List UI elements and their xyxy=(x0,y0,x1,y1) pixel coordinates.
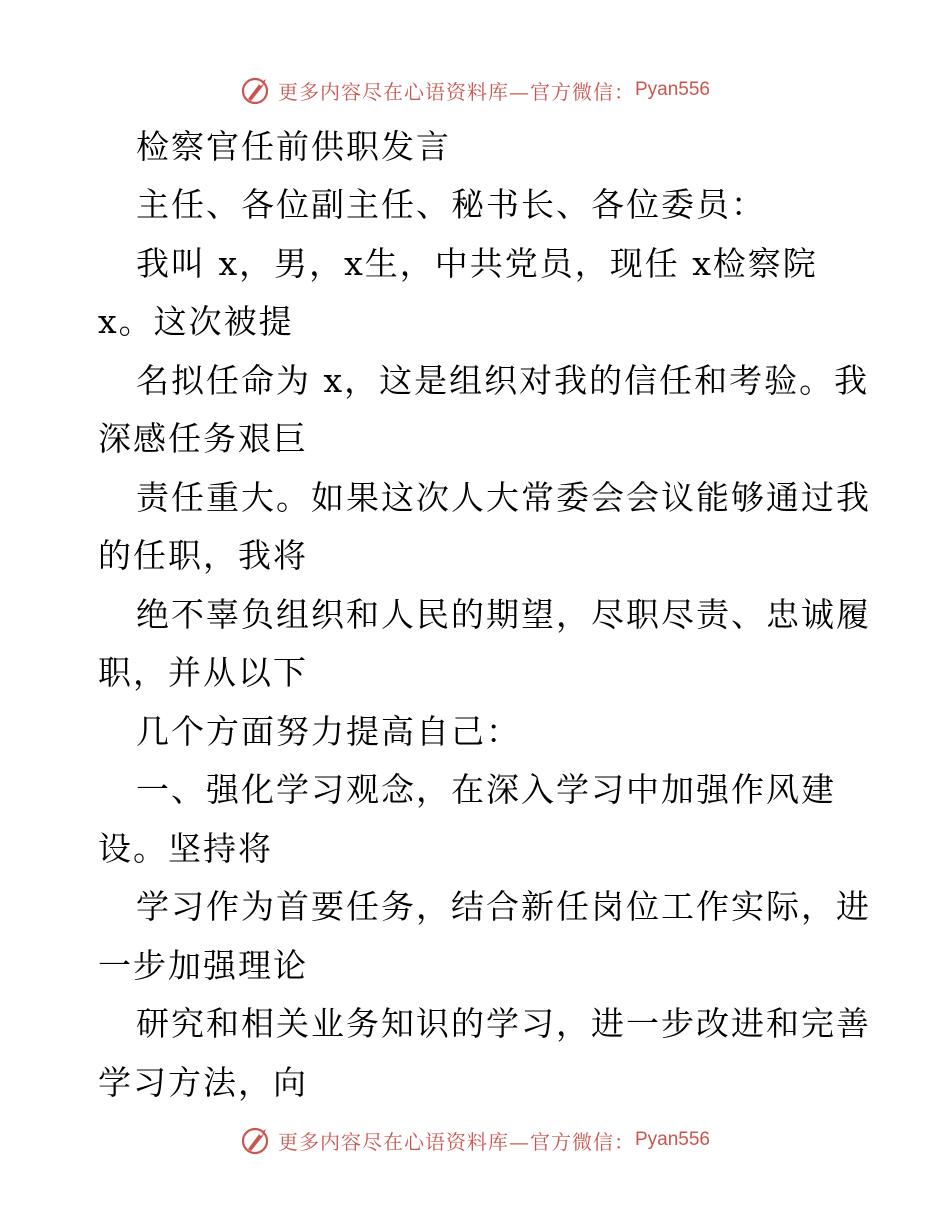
paragraph-line: 我叫 x，男，x生，中共党员，现任 x检察院 xyxy=(136,244,818,283)
paragraph-line: 设。坚持将 xyxy=(98,829,273,868)
footer-banner-handle: Pyan556 xyxy=(634,1129,710,1150)
header-watermark-banner xyxy=(0,70,950,110)
paragraph-line: 一步加强理论 xyxy=(98,946,308,985)
paragraph-line: 职，并从以下 xyxy=(98,653,308,692)
footer-watermark-banner xyxy=(0,1120,950,1160)
pen-nib-logo-icon xyxy=(240,73,274,107)
paragraph-line: 学习作为首要任务，结合新任岗位工作实际，进 xyxy=(136,887,871,926)
paragraph-line: x。这次被提 xyxy=(98,302,294,341)
paragraph-line: 绝不辜负组织和人民的期望，尽职尽责、忠诚履 xyxy=(136,595,871,634)
paragraph-line: 一、强化学习观念，在深入学习中加强作风建 xyxy=(136,770,836,809)
paragraph-line: 几个方面努力提高自己： xyxy=(136,712,521,751)
pen-nib-logo-icon xyxy=(240,1123,274,1157)
header-banner-handle: Pyan556 xyxy=(634,79,710,100)
paragraph-line: 名拟任命为 x，这是组织对我的信任和考验。我 xyxy=(136,361,870,400)
paragraph-line: 学习方法，向 xyxy=(98,1063,308,1102)
document-title: 检察官任前供职发言 xyxy=(136,127,451,166)
paragraph-line: 的任职，我将 xyxy=(98,536,308,575)
header-banner-text: 更多内容尽在心语资料库—官方微信： xyxy=(277,79,635,104)
paragraph-line: 研究和相关业务知识的学习，进一步改进和完善 xyxy=(136,1004,871,1043)
footer-banner-text: 更多内容尽在心语资料库—官方微信： xyxy=(277,1129,635,1154)
paragraph-line: 深感任务艰巨 xyxy=(98,419,308,458)
paragraph-line: 责任重大。如果这次人大常委会会议能够通过我 xyxy=(136,478,871,517)
salutation-line: 主任、各位副主任、秘书长、各位委员： xyxy=(136,185,766,224)
